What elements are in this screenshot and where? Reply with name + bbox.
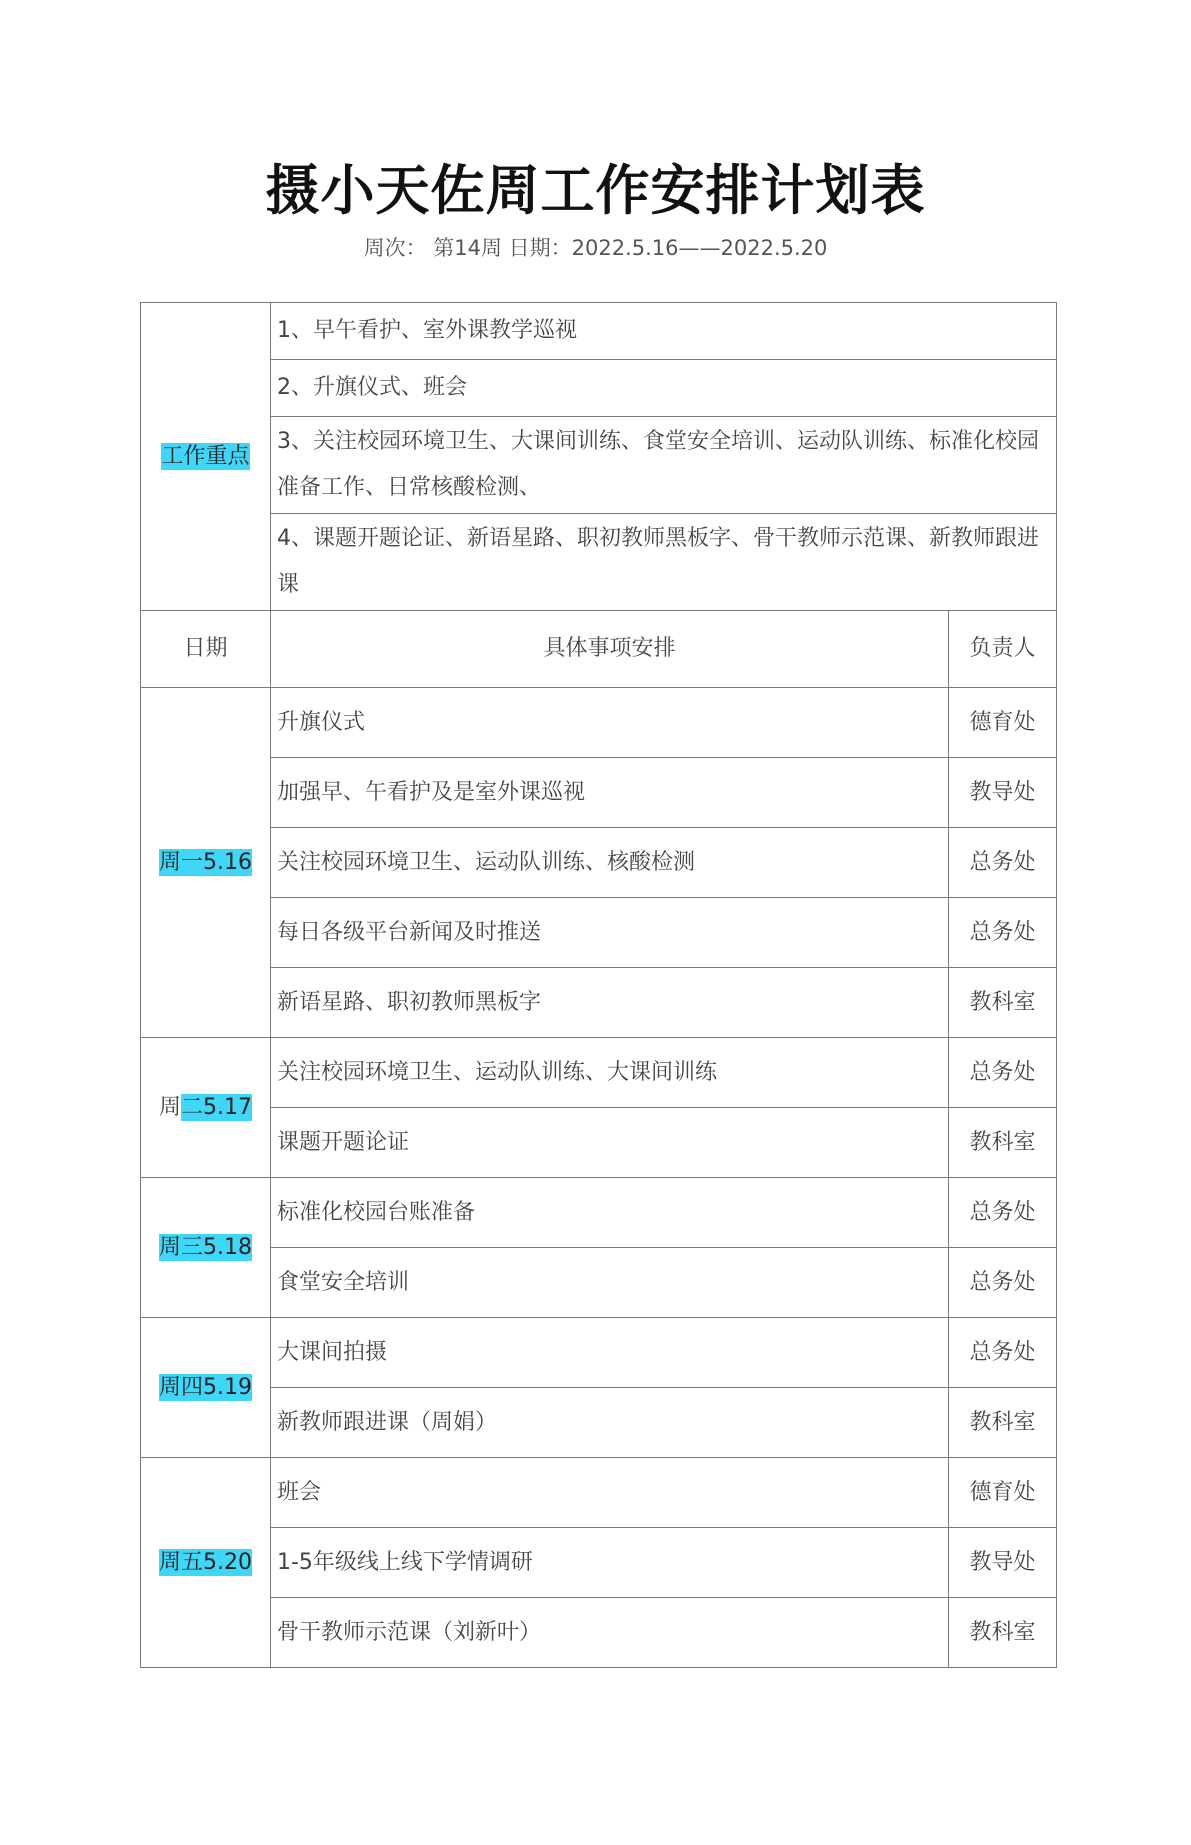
day-row xyxy=(141,1178,1057,1248)
day-row xyxy=(141,1388,1057,1458)
day-label: 二5.17 xyxy=(181,1094,252,1120)
task-owner: 教导处 xyxy=(949,1528,1057,1598)
day-row xyxy=(141,898,1057,968)
focus-item: 1、早午看护、室外课教学巡视 xyxy=(271,303,1057,360)
focus-item: 3、关注校园环境卫生、大课间训练、食堂安全培训、运动队训练、标准化校园准备工作、日常核酸检测、 xyxy=(271,417,1057,514)
focus-item: 4、课题开题论证、新语星路、职初教师黑板字、骨干教师示范课、新教师跟进课 xyxy=(271,514,1057,611)
task-owner: 德育处 xyxy=(949,1458,1057,1528)
focus-item: 2、升旗仪式、班会 xyxy=(271,360,1057,417)
task-owner: 总务处 xyxy=(949,1038,1057,1108)
header-item: 具体事项安排 xyxy=(271,611,949,688)
task-item: 骨干教师示范课（刘新叶） xyxy=(271,1598,949,1668)
task-item: 每日各级平台新闻及时推送 xyxy=(271,898,949,968)
task-item: 关注校园环境卫生、运动队训练、大课间训练 xyxy=(271,1038,949,1108)
task-owner: 总务处 xyxy=(949,1178,1057,1248)
focus-label-cell xyxy=(141,303,271,611)
day-label-cell xyxy=(141,1318,271,1458)
header-row xyxy=(141,611,1057,688)
page-title: 摄小天佐周工作安排计划表 xyxy=(265,159,926,222)
task-owner: 总务处 xyxy=(949,828,1057,898)
day-row xyxy=(141,1038,1057,1108)
day-label: 周四5.19 xyxy=(159,1374,252,1400)
focus-row xyxy=(141,514,1057,611)
task-owner: 教科室 xyxy=(949,1388,1057,1458)
day-label: 周五5.20 xyxy=(159,1549,252,1575)
day-label-cell xyxy=(141,1178,271,1318)
day-row xyxy=(141,688,1057,758)
task-item: 1-5年级线上线下学情调研 xyxy=(271,1528,949,1598)
task-item: 新教师跟进课（周娟） xyxy=(271,1388,949,1458)
task-owner: 总务处 xyxy=(949,898,1057,968)
task-item: 关注校园环境卫生、运动队训练、核酸检测 xyxy=(271,828,949,898)
day-label-prefix: 周 xyxy=(158,1094,181,1120)
day-label: 周一5.16 xyxy=(159,849,252,875)
day-row xyxy=(141,758,1057,828)
task-item: 班会 xyxy=(271,1458,949,1528)
task-item: 标准化校园台账准备 xyxy=(271,1178,949,1248)
task-owner: 教科室 xyxy=(949,1598,1057,1668)
day-row xyxy=(141,1598,1057,1668)
task-owner: 教科室 xyxy=(949,968,1057,1038)
day-label-cell xyxy=(141,1458,271,1668)
task-owner: 教导处 xyxy=(949,758,1057,828)
schedule-table xyxy=(140,302,1057,1668)
task-owner: 总务处 xyxy=(949,1248,1057,1318)
header-date: 日期 xyxy=(141,611,271,688)
day-label-cell xyxy=(141,688,271,1038)
day-row xyxy=(141,968,1057,1038)
task-item: 升旗仪式 xyxy=(271,688,949,758)
day-row xyxy=(141,828,1057,898)
task-item: 大课间拍摄 xyxy=(271,1318,949,1388)
task-owner: 总务处 xyxy=(949,1318,1057,1388)
task-item: 加强早、午看护及是室外课巡视 xyxy=(271,758,949,828)
header-owner: 负责人 xyxy=(949,611,1057,688)
focus-row xyxy=(141,360,1057,417)
week-date-subtitle: 周次： 第14周 日期：2022.5.16——2022.5.20 xyxy=(363,236,828,260)
day-label: 周三5.18 xyxy=(159,1234,252,1260)
focus-row xyxy=(141,303,1057,360)
day-row xyxy=(141,1318,1057,1388)
task-owner: 德育处 xyxy=(949,688,1057,758)
focus-label: 工作重点 xyxy=(161,443,250,469)
day-row xyxy=(141,1108,1057,1178)
focus-row xyxy=(141,417,1057,514)
task-item: 课题开题论证 xyxy=(271,1108,949,1178)
day-row xyxy=(141,1528,1057,1598)
task-owner: 教科室 xyxy=(949,1108,1057,1178)
task-item: 食堂安全培训 xyxy=(271,1248,949,1318)
day-row xyxy=(141,1248,1057,1318)
day-row xyxy=(141,1458,1057,1528)
task-item: 新语星路、职初教师黑板字 xyxy=(271,968,949,1038)
day-label-cell xyxy=(141,1038,271,1178)
